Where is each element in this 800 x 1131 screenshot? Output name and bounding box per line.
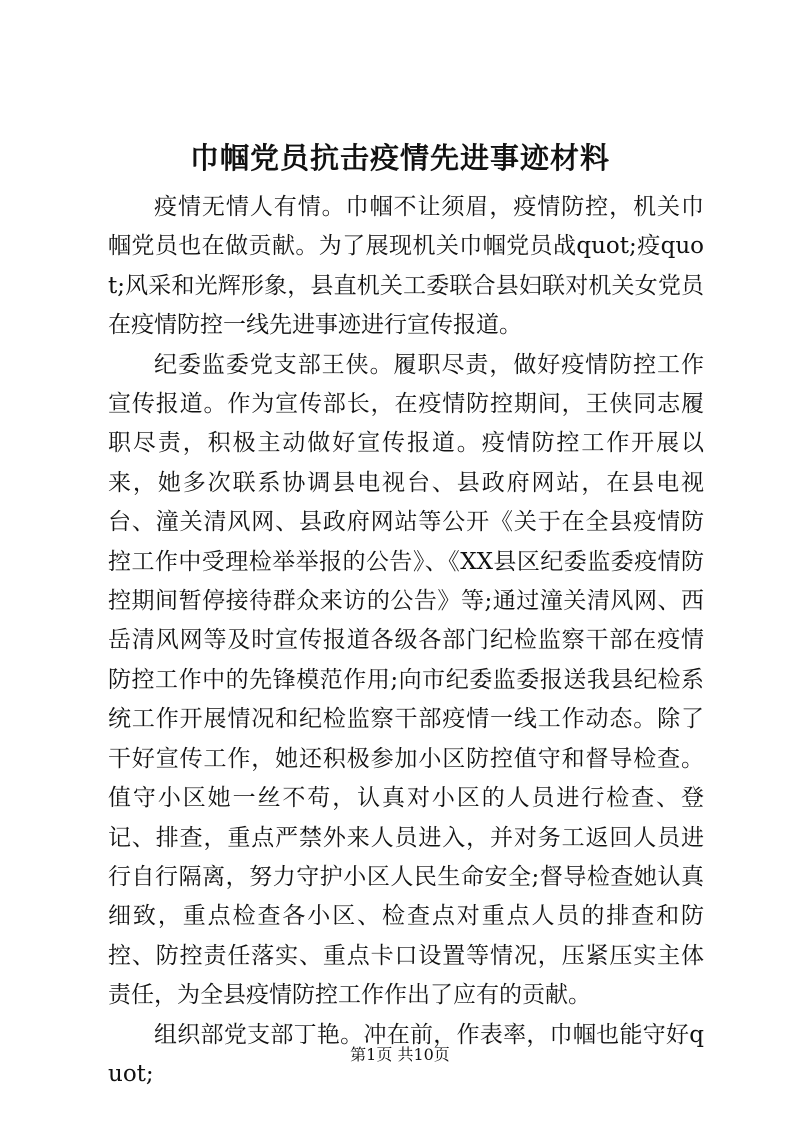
paragraph-wang-xia: 纪委监委党支部王侠。履职尽责，做好疫情防控工作宣传报道。作为宣传部长，在疫情防控期间，王侠同志履职尽责，积极主动做好宣传报道。疫情防控工作开展以来，她多次联系协调县电视台、县政府网站，在县电视台、潼关清风网、县政府网站等公开《关于在全县疫情防控工作中受理检举举报的公告》、《XX县区纪委监委疫情防控期间暂停接待群众来访的公告》等;通过潼关清风网、西岳清风网等及时宣传报道各级各部门纪检监察干部在疫情防控工作中的先锋模范作用;向市纪委监委报送我县纪检系统工作开展情况和纪检监察干部疫情一线工作动态。除了干好宣传工作，她还积极参加小区防控值守和督导检查。值守小区她一丝不苟，认真对小区的人员进行检查、登记、排查，重点严禁外来人员进入，并对务工返回人员进行自行隔离，努力守护小区人民生命安全;督导检查她认真细致，重点检查各小区、检查点对重点人员的排查和防控、防控责任落实、重点卡口设置等情况，压紧压实主体责任，为全县疫情防控工作作出了应有的贡献。 [108,351,704,1009]
document-body [108,188,704,1094]
paragraph-intro: 疫情无情人有情。巾帼不让须眉，疫情防控，机关巾帼党员也在做贡献。为了展现机关巾帼党员战quot;疫quot;风采和光辉形象，县直机关工委联合县妇联对机关女党员在疫情防控一线先进事迹进行宣传报道。 [108,194,704,339]
paragraph-ding-yan: 组织部党支部丁艳。冲在前，作表率，巾帼也能守好quot; [108,1021,704,1087]
page-footer: 第1页 共10页 [350,1045,450,1064]
document-title: 巾帼党员抗击疫情先进事迹材料 [189,141,610,175]
